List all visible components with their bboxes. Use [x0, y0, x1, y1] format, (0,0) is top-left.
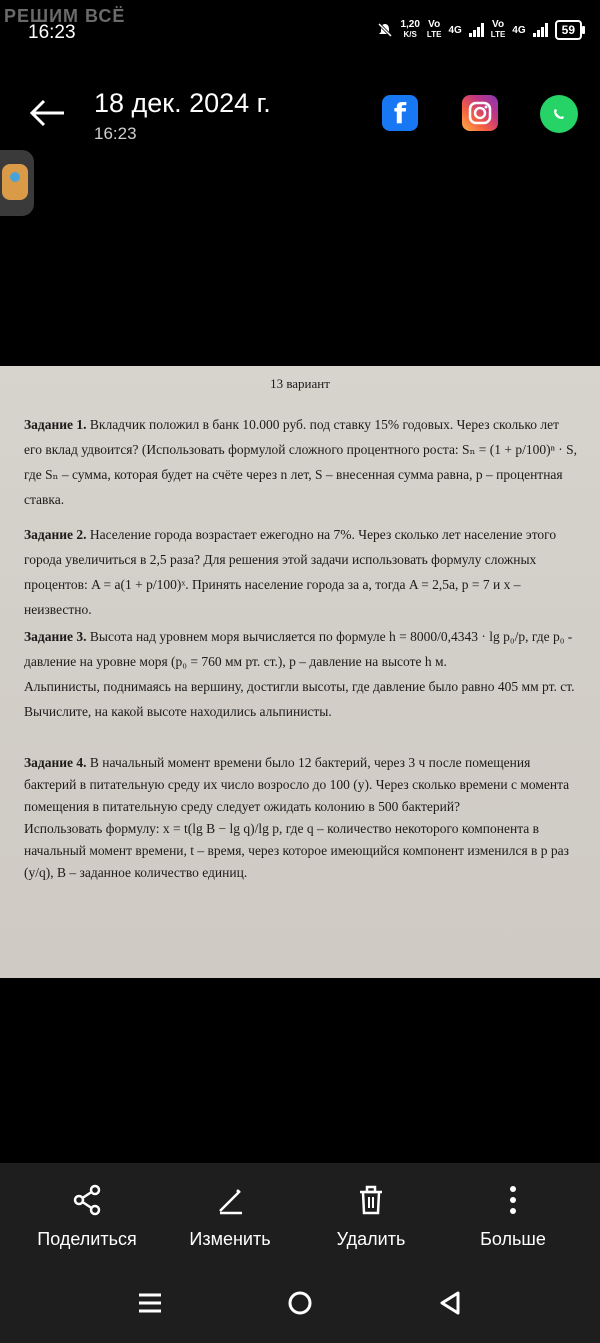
net-speed: 1,20 K/S [400, 19, 420, 39]
task-1: Задание 1. Вкладчик положил в банк 10.000 руб. под ставку 15% годовых. Через сколько лет его вклад удвоится? (Использовать формулой сложного процентного роста: Sₙ = (1 + p/100)ⁿ · S, где Sₙ – сумма, которая будет на счёте через n лет, S – внесенная сумма равна, p – процентная ставка. [24, 417, 578, 507]
document-variant: 13 вариант [270, 376, 330, 391]
recents-button[interactable] [130, 1287, 170, 1319]
status-time: 16:23 [28, 22, 76, 43]
sim1-gen: 4G [448, 24, 462, 36]
edit-icon [214, 1184, 246, 1216]
task-2: Задание 2. Население города возрастает ежегодно на 7%. Через сколько лет население этого города увеличиться в 2,5 раза? Для решения этой задачи использовать формулу сложных процентов: A = a(1 + p/100)ˣ. Принять население города за a, тогда A = 2,5a, p = 7 и x – неизвестно. [24, 527, 557, 617]
watermark: РЕШИМ ВСЁ [4, 6, 126, 26]
trash-icon [355, 1184, 387, 1216]
task-4: Задание 4. В начальный момент времени было 12 бактерий, через 3 ч после помещения бактерий в питательную среду их число возросло до 100 (y). Через сколько времени с момента помещения в питательную среду следует ожидать колонию в 500 бактерий? Использовать формулу: x = t(lg B − lg q)/lg p, где q – количество некоторого компонента в начальный момент времени, t – время, через которое имеющийся компонент изменился в p раз (y/q), B – заданное количество единиц. [24, 755, 570, 880]
back-button[interactable] [430, 1287, 470, 1319]
photo-date-title: 18 дек. 2024 г. [94, 88, 271, 118]
more-icon [507, 1184, 519, 1216]
back-triangle-icon [438, 1290, 462, 1316]
delete-button[interactable]: Удалить [301, 1181, 441, 1250]
instagram-glyph [467, 100, 493, 126]
share-button[interactable]: Поделиться [17, 1181, 157, 1250]
signal-icon [533, 23, 548, 37]
status-icons [377, 20, 582, 40]
photo-viewer-image[interactable] [0, 366, 600, 978]
system-nav-bar [0, 1263, 600, 1343]
mute-icon [377, 22, 393, 38]
whatsapp-icon[interactable] [540, 95, 578, 133]
photo-time: 16:23 [94, 124, 137, 143]
more-button[interactable]: Больше [443, 1181, 583, 1250]
task-3: Задание 3. Высота над уровнем моря вычисляется по формуле h = 8000/0,4343 · lg p₀/p, где p₀ - давление на уровне моря (p₀ = 760 мм рт. ст.), p – давление на высоте h м. Альпинисты, поднимаясь на вершину, достигли высоты, где давление было равно 405 мм рт. ст. Вычислите, на какой высоте находились альпинисты. [24, 629, 575, 719]
back-arrow-icon[interactable] [28, 98, 66, 128]
sim2-gen: 4G [512, 24, 526, 36]
home-button[interactable] [280, 1287, 320, 1319]
edit-button[interactable]: Изменить [160, 1181, 300, 1250]
instagram-icon[interactable] [462, 95, 498, 131]
sim1-volte: Vo LTE [426, 19, 442, 39]
sim2-volte: Vo LTE [490, 19, 506, 39]
shortcut-hand-icon [2, 164, 28, 200]
signal-icon [469, 23, 484, 37]
status-bar [0, 0, 600, 62]
photo-action-bar [0, 1163, 600, 1263]
gallery-header [0, 80, 600, 160]
battery-indicator: 59 [555, 20, 582, 40]
home-icon [286, 1289, 314, 1317]
whatsapp-glyph [547, 102, 571, 126]
menu-icon [138, 1292, 162, 1314]
floating-shortcut[interactable] [0, 150, 34, 216]
share-icon [71, 1184, 103, 1216]
facebook-icon[interactable]: f [382, 95, 418, 131]
